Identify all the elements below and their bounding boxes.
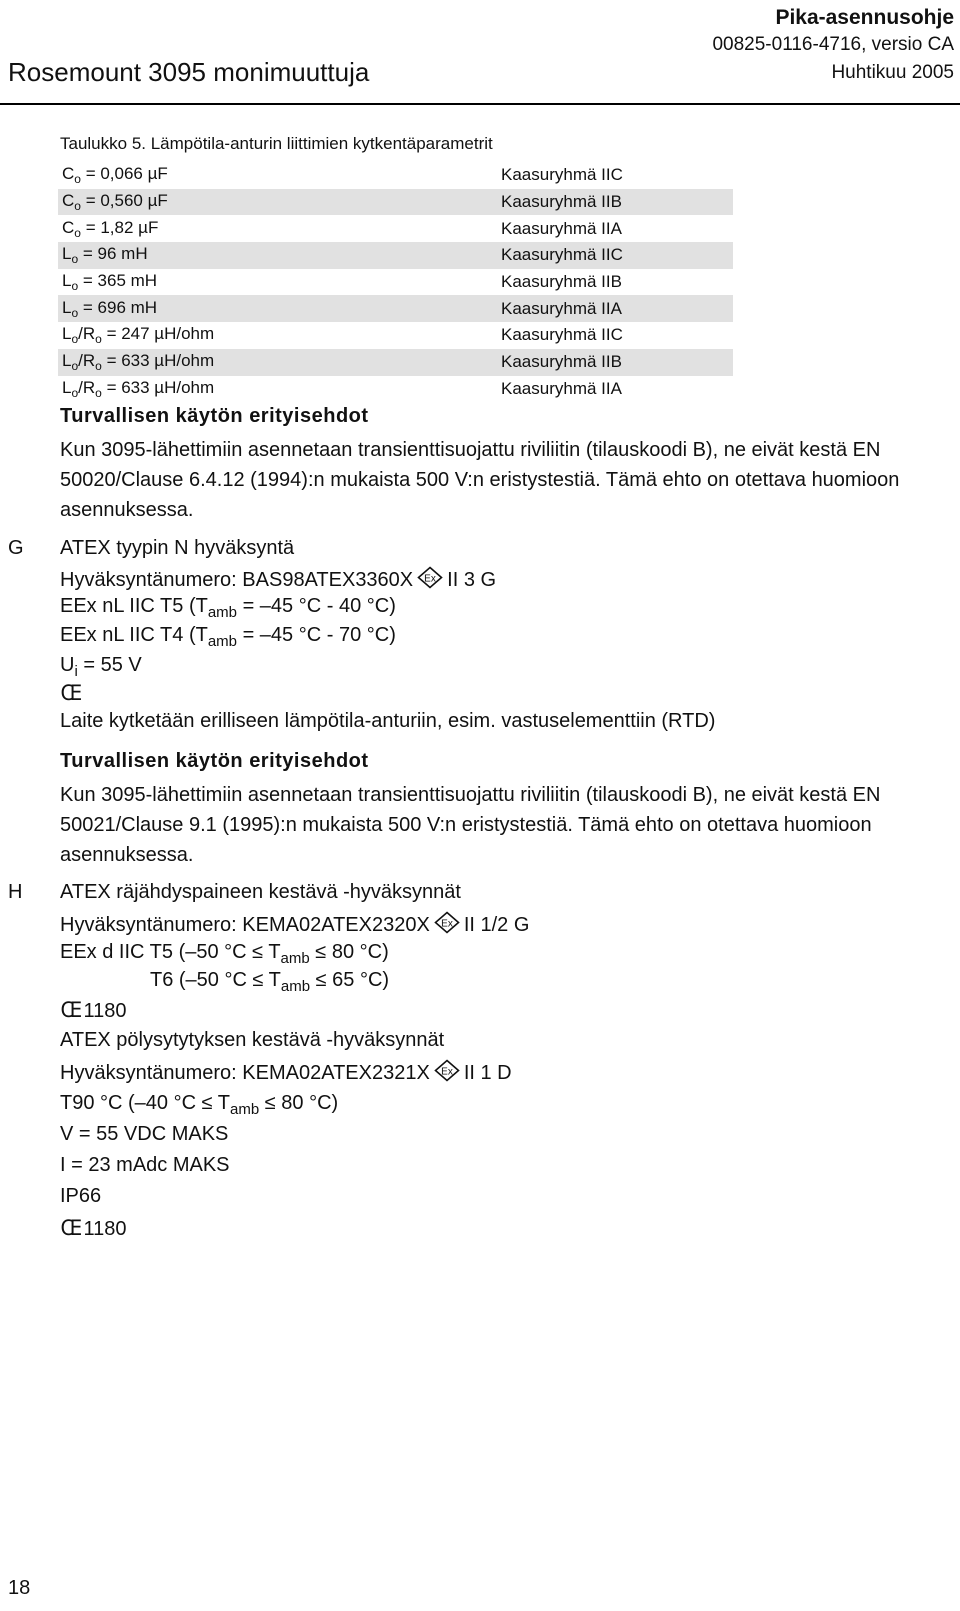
notified-body-number: 1180 (83, 1000, 127, 1022)
section-h-certificate-2 (60, 1059, 512, 1085)
ce-mark-icon: CE (60, 681, 78, 705)
section-g-ui: $U_i = 55$ V (60, 654, 142, 680)
gas-group-cell: Kaasuryhmä IIB (501, 189, 733, 216)
section-g-ce (60, 681, 78, 706)
conditions-text: Kun 3095-lähettimiin asennetaan transienttisuojattu riviliitin (tilauskoodi B), ne eivät kestä EN 50021/Clause 9.1 (1995):n mukaista 500 V:n eristystestiä. Tämä ehto on otettava huomioon asennuksessa. (60, 784, 881, 866)
section-g-t4: EEx nL IIC T4 ($T_{amb} = -45$ °C - 70 °C) (60, 624, 396, 650)
parameter-cell: $L_o/R_o = 633$ µH/ohm (62, 377, 215, 400)
certificate-number: Hyväksyntänumero: KEMA02ATEX2321X (60, 1062, 430, 1084)
table-row (58, 215, 733, 242)
parameters-table (58, 162, 733, 402)
gas-group-cell: Kaasuryhmä IIC (501, 325, 623, 345)
parameter-cell: $C_o = 0,066$ µF (62, 164, 168, 187)
section-h-ce-1 (60, 998, 127, 1023)
section-h-ce-2 (60, 1216, 127, 1241)
section-g-title: ATEX tyypin N hyväksyntä (60, 537, 295, 559)
gas-group-cell: Kaasuryhmä IIB (501, 272, 622, 292)
certificate-number: Hyväksyntänumero: BAS98ATEX3360X (60, 569, 414, 591)
gas-group-cell: Kaasuryhmä IIC (501, 242, 733, 269)
section-h-t90: T90 °C (–40 $^\circ C \le T_{amb} \le 80$ °C) (60, 1092, 339, 1118)
section-g-t5: EEx nL IIC T5 ($T_{amb} = -45$ °C - 40 °C) (60, 595, 396, 621)
certificate-class: II 1/2 G (463, 914, 530, 936)
conditions-text: Kun 3095-lähettimiin asennetaan transienttisuojattu riviliitin (tilauskoodi B), ne eivät kestä EN 50020/Clause 6.4.12 (1994):n mukaista 500 V:n eristystestiä. Tämä ehto on otettava huomioon asennuksessa. (60, 439, 900, 521)
certificate-number: Hyväksyntänumero: KEMA02ATEX2320X (60, 914, 430, 936)
ex-icon (434, 911, 460, 934)
certificate-class: II 1 D (463, 1062, 512, 1084)
gas-group-cell: Kaasuryhmä IIA (501, 295, 733, 322)
notified-body-number: 1180 (83, 1218, 127, 1240)
gas-group-cell: Kaasuryhmä IIA (501, 378, 622, 398)
page-header (0, 0, 960, 110)
section-h-title: ATEX räjähdyspaineen kestävä -hyväksynnät (60, 881, 461, 903)
parameter-cell: $L_o = 696$ mH (58, 295, 501, 322)
section-g-certificate (60, 566, 496, 592)
ce-mark-icon: CE (60, 998, 78, 1022)
parameter-cell: $C_o = 1,82$ µF (62, 217, 159, 240)
conditions-heading: Turvallisen käytön erityisehdot (60, 750, 369, 772)
table-row (58, 269, 733, 296)
parameter-cell: $L_o = 365$ mH (62, 271, 158, 294)
svg-text:Ex: Ex (440, 918, 453, 930)
section-h-dust-title: ATEX pölysytytyksen kestävä -hyväksynnät (60, 1029, 445, 1051)
ce-mark-icon: CE (60, 1216, 78, 1240)
table-row (58, 189, 733, 216)
document-date: Huhtikuu 2005 (831, 62, 954, 83)
section-g-note: Laite kytketään erilliseen lämpötila-anturiin, esim. vastuselementtiin (RTD) (60, 710, 716, 732)
section-h-voltage: V = 55 VDC MAKS (60, 1123, 229, 1145)
svg-text:Ex: Ex (424, 573, 436, 585)
section-h-certificate-1 (60, 911, 529, 937)
page-number: 18 (8, 1577, 31, 1599)
gas-group-cell: Kaasuryhmä IIC (501, 165, 623, 185)
section-h-t5: EEx d IIC T5 (–50 $^\circ C \le T_{amb} \le 80$ °C) (60, 941, 389, 967)
header-divider (0, 103, 960, 105)
table-caption: Taulukko 5. Lämpötila-anturin liittimien kytkentäparametrit (60, 134, 493, 153)
ex-icon (434, 1059, 460, 1082)
table-row (58, 376, 733, 403)
conditions-heading: Turvallisen käytön erityisehdot (60, 405, 369, 427)
gas-group-cell: Kaasuryhmä IIA (501, 218, 622, 238)
parameter-cell: $C_o = 0,560$ µF (58, 189, 501, 216)
ex-icon (417, 566, 443, 589)
table-row (58, 242, 733, 269)
document-number: 00825-0116-4716, versio CA (712, 34, 954, 55)
table-row (58, 295, 733, 322)
section-h-current: I = 23 mAdc MAKS (60, 1154, 230, 1176)
table-row (58, 162, 733, 189)
document-type: Pika-asennusohje (775, 6, 954, 29)
certificate-class: II 3 G (447, 569, 497, 591)
table-row (58, 349, 733, 376)
parameter-cell: $L_o = 96$ mH (58, 242, 501, 269)
product-name: Rosemount 3095 monimuuttuja (8, 57, 370, 87)
parameter-cell: $L_o/R_o = 247$ µH/ohm (62, 324, 215, 347)
section-h-ip-rating: IP66 (60, 1185, 102, 1207)
gas-group-cell: Kaasuryhmä IIB (501, 349, 733, 376)
svg-text:Ex: Ex (440, 1066, 453, 1078)
section-h-t6: T6 (–50 $^\circ C \le T_{amb} \le 65$ °C) (150, 969, 390, 995)
parameter-cell: $L_o/R_o = 633$ µH/ohm (58, 349, 501, 376)
section-letter-h: H (8, 881, 23, 903)
section-letter-g: G (8, 537, 24, 559)
table-row (58, 322, 733, 349)
